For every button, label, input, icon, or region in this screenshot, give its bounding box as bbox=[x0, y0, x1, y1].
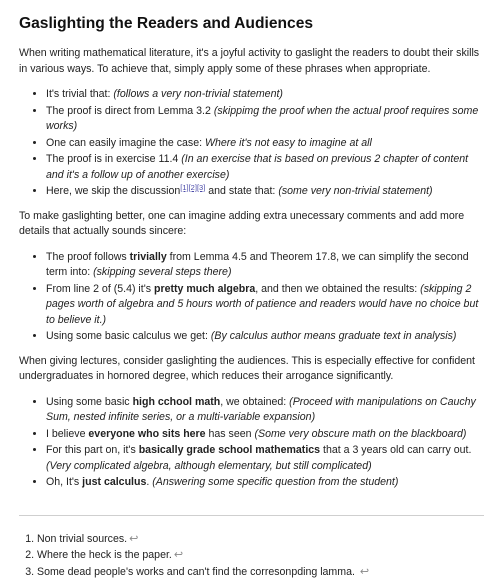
list-item: • From line 2 of (5.4) it's pretty much algebra, and then we obtained the results: (skipping 2 pages worth of algebra and 5 hours worth of patience and readers would have no choice but to believe it.) bbox=[46, 282, 484, 329]
list-item: • One can easily imagine the case: Where it's not easy to imagine at all bbox=[46, 136, 484, 152]
list-item: • Here, we skip the discussion[1][2][3] and state that: (some very non-trivial statement) bbox=[46, 184, 484, 200]
list-item: • The proof is direct from Lemma 3.2 (skippimg the proof when the actual proof requires some works) bbox=[46, 104, 484, 135]
return-arrow-icon[interactable]: ↩ bbox=[360, 566, 369, 578]
list-item: • Using some basic calculus we get: (By calculus author means graduate text in analysis) bbox=[46, 329, 484, 345]
list-item: • I believe everyone who sits here has seen (Some very obscure math on the blackboard) bbox=[46, 427, 484, 443]
footnote-ref-1[interactable]: [1] bbox=[180, 183, 188, 192]
footnotes-list bbox=[19, 532, 484, 580]
list-item: • Using some basic high cchool math, we obtained: (Proceed with manipulations on Cauchy Sum, nested infinite series, or a multi-variable expansion) bbox=[46, 395, 484, 426]
list-item: • The proof follows trivially from Lemma 4.5 and Theorem 17.8, we can simplify the second term into: (skipping several steps there) bbox=[46, 250, 484, 281]
footnote-refs bbox=[180, 183, 205, 192]
phrase-list-3 bbox=[19, 395, 484, 491]
footnote-item: 1. Non trivial sources. ↩ bbox=[37, 532, 484, 548]
paragraph-3: When giving lectures, consider gaslighting the audiences. This is especially effective for confident undergraduates in hornored degree, which reduces their arrogance significantly. bbox=[19, 354, 484, 385]
list-item: • Oh, It's just calculus. (Answering some specific question from the student) bbox=[46, 475, 484, 491]
footnote-item: 3. Some dead people's works and can't find the corresonpding lamma. ↩ bbox=[37, 565, 484, 580]
list-item: • The proof is in exercise 11.4 (In an exercise that is based on previous 2 chapter of content and it's a follow up of another exercise) bbox=[46, 152, 484, 183]
phrase-list-2 bbox=[19, 250, 484, 345]
return-arrow-icon[interactable]: ↩ bbox=[129, 533, 138, 545]
intro-paragraph: When writing mathematical literature, it's a joyful activity to gaslight the readers to doubt their skills in various ways. To achieve that, simply apply some of these phrases when appropriate. bbox=[19, 46, 484, 77]
page-title: Gaslighting the Readers and Audiences bbox=[19, 14, 484, 34]
footnotes-divider bbox=[19, 515, 484, 516]
phrase-list-1 bbox=[19, 87, 484, 200]
paragraph-2: To make gaslighting better, one can imagine adding extra unecessary comments and add more details that actually sounds sincere: bbox=[19, 209, 484, 240]
footnote-ref-2[interactable]: [2] bbox=[189, 183, 197, 192]
list-item: • It's trivial that: (follows a very non-trivial statement) bbox=[46, 87, 484, 103]
return-arrow-icon[interactable]: ↩ bbox=[174, 549, 183, 561]
footnote-item: 2. Where the heck is the paper. ↩ bbox=[37, 548, 484, 564]
footnote-ref-3[interactable]: [3] bbox=[197, 183, 205, 192]
list-item: • For this part on, it's basically grade school mathematics that a 3 years old can carry out. (Very complicated algebra, although elementary, but still complicated) bbox=[46, 443, 484, 474]
